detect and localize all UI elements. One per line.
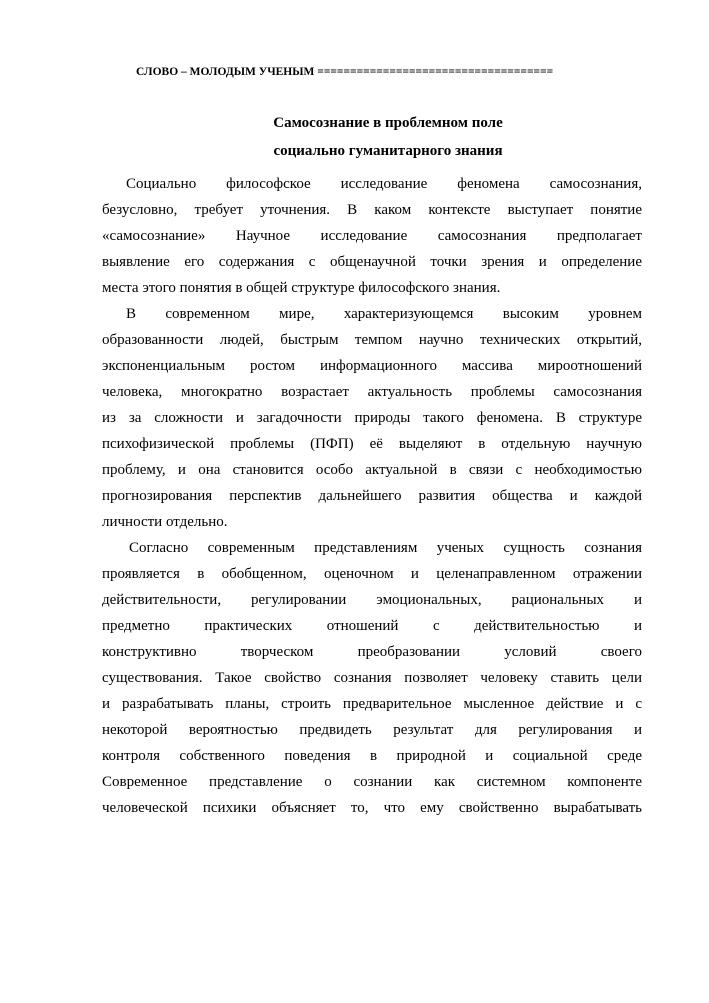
article-body: [102, 171, 642, 821]
text-line: «самосознание» Научное исследование самосознания предполагает: [102, 228, 642, 244]
text-line: проявляется в обобщенном, оценочном и целенаправленном отражении: [102, 566, 642, 582]
text-line: Современное представление о сознании как системном компоненте: [102, 774, 642, 790]
text-line: безусловно, требует уточнения. В каком контексте выступает понятие: [102, 202, 642, 218]
text-line: конструктивно творческом преобразовании условий своего: [102, 644, 642, 660]
text-line: предметно практических отношений с действительностью и: [102, 618, 642, 634]
text-line: образованности людей, быстрым темпом научно технических открытий,: [102, 332, 642, 348]
text-line: проблему, и она становится особо актуальной в связи с необходимостью: [102, 462, 642, 478]
text-line: психофизической проблемы (ПФП) её выделяют в отдельную научную: [102, 436, 642, 452]
article-title-line-2: социально гуманитарного знания: [273, 143, 503, 159]
text-line: экспоненциальным ростом информационного массива мироотношений: [102, 358, 642, 374]
text-line: прогнозирования перспектив дальнейшего развития общества и каждой: [102, 488, 642, 504]
text-line: Согласно современным представлениям ученых сущность сознания: [129, 540, 642, 556]
text-line: личности отдельно.: [102, 514, 228, 530]
paragraph-3: [102, 535, 642, 821]
article-title-line-1: Самосознание в проблемном поле: [273, 115, 503, 131]
text-line: человека, многократно возрастает актуальность проблемы самосознания: [102, 384, 642, 400]
text-line: человеческой психики объясняет то, что ему свойственно вырабатывать: [102, 800, 642, 816]
text-line: выявление его содержания с общенаучной точки зрения и определение: [102, 254, 642, 270]
text-line: контроля собственного поведения в природной и социальной среде: [102, 748, 642, 764]
running-header: СЛОВО – МОЛОДЫМ УЧЕНЫМ ====================================: [136, 66, 554, 78]
paragraph-1: [102, 171, 642, 301]
text-line: Социально философское исследование феномена самосознания,: [126, 176, 642, 192]
paragraph-2: [102, 301, 642, 535]
text-line: В современном мире, характеризующемся высоким уровнем: [126, 306, 642, 322]
text-line: из за сложности и загадочности природы такого феномена. В структуре: [102, 410, 642, 426]
text-line: некоторой вероятностью предвидеть результат для регулирования и: [102, 722, 642, 738]
text-line: действительности, регулировании эмоциональных, рациональных и: [102, 592, 642, 608]
text-line: существования. Такое свойство сознания позволяет человеку ставить цели: [102, 670, 642, 686]
text-line: места этого понятия в общей структуре философского знания.: [102, 280, 501, 296]
text-line: и разрабатывать планы, строить предварительное мысленное действие и с: [102, 696, 642, 712]
